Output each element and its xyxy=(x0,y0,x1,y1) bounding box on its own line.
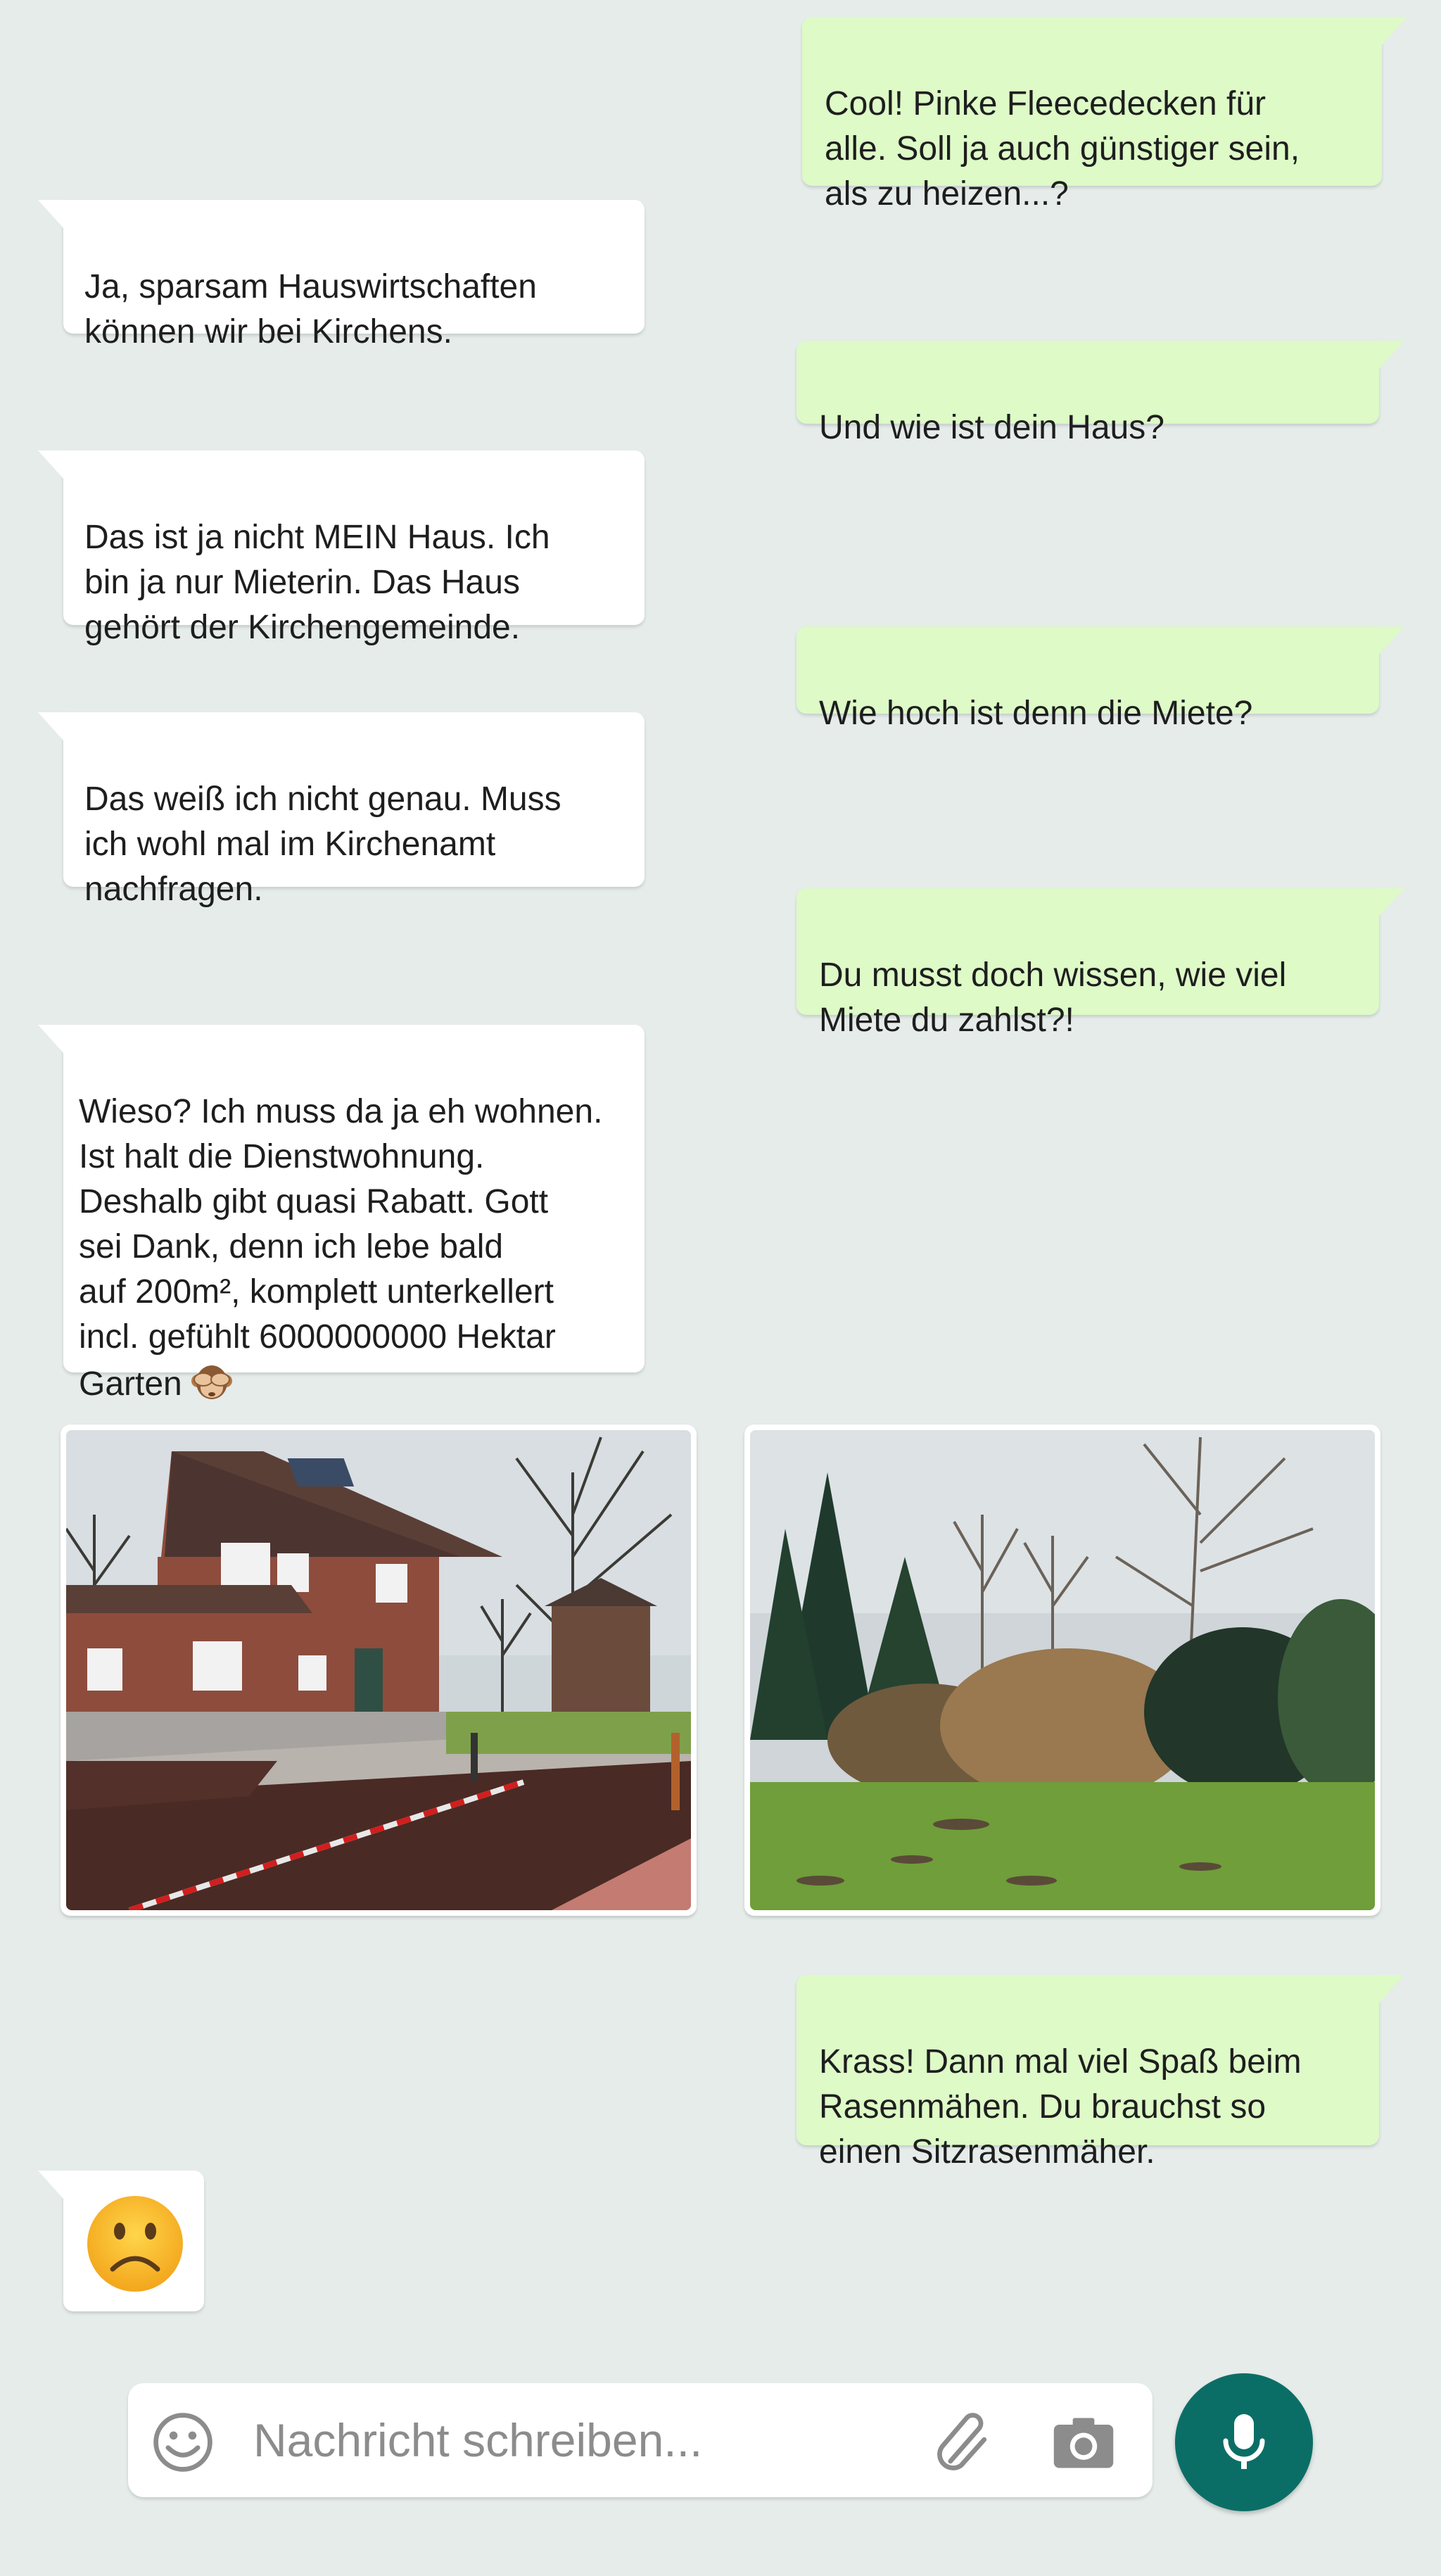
smiley-icon[interactable] xyxy=(149,2408,217,2476)
camera-icon[interactable] xyxy=(1047,2408,1120,2476)
house-photo-image xyxy=(66,1430,691,1910)
see-no-evil-monkey-emoji xyxy=(189,1360,234,1405)
message-composer[interactable] xyxy=(128,2383,1153,2497)
message-text: Das ist ja nicht MEIN Haus. Ich bin ja nur Mieterin. Das Haus gehört der Kirchengemeinde. xyxy=(84,519,550,646)
garden-photo-image xyxy=(750,1430,1375,1910)
message-text: Krass! Dann mal viel Spaß beim Rasenmähen. Du brauchst so einen Sitzrasenmäher. xyxy=(819,2043,1302,2171)
incoming-message[interactable] xyxy=(63,1025,645,1403)
message-input[interactable]: Nachricht schreiben... xyxy=(253,2414,703,2466)
paperclip-icon[interactable] xyxy=(930,2408,998,2476)
frowning-face-emoji xyxy=(63,2171,204,2311)
message-text: Das weiß ich nicht genau. Muss ich wohl mal im Kirchenamt nachfragen. xyxy=(84,781,561,908)
garden-photo[interactable] xyxy=(744,1425,1380,1916)
outgoing-message[interactable] xyxy=(802,17,1382,213)
outgoing-message[interactable] xyxy=(796,1975,1379,2171)
incoming-message[interactable] xyxy=(63,450,645,646)
microphone-icon xyxy=(1209,2407,1279,2477)
message-text: Cool! Pinke Fleecedecken für alle. Soll ja auch günstiger sein, als zu heizen...? xyxy=(825,85,1300,213)
incoming-message[interactable] xyxy=(63,712,645,908)
incoming-message[interactable] xyxy=(63,200,645,351)
outgoing-message[interactable] xyxy=(796,626,1379,732)
outgoing-message[interactable] xyxy=(796,341,1379,446)
voice-message-button[interactable] xyxy=(1175,2373,1313,2511)
message-text: Und wie ist dein Haus? xyxy=(819,409,1164,446)
message-text: Wie hoch ist denn die Miete? xyxy=(819,695,1253,732)
message-text: Wieso? Ich muss da ja eh wohnen. Ist halt die Dienstwohnung. Deshalb gibt quasi Rabatt. Gott sei Dank, denn ich lebe bald auf 200m², komplett unterkellert incl. gefühlt 6000000000 Hektar Garten xyxy=(79,1093,603,1403)
incoming-message[interactable] xyxy=(63,2171,204,2311)
message-text: Du musst doch wissen, wie viel Miete du zahlst?! xyxy=(819,956,1287,1039)
house-photo[interactable] xyxy=(61,1425,697,1916)
outgoing-message[interactable] xyxy=(796,888,1379,1039)
message-text: Ja, sparsam Hauswirtschaften können wir bei Kirchens. xyxy=(84,268,537,351)
